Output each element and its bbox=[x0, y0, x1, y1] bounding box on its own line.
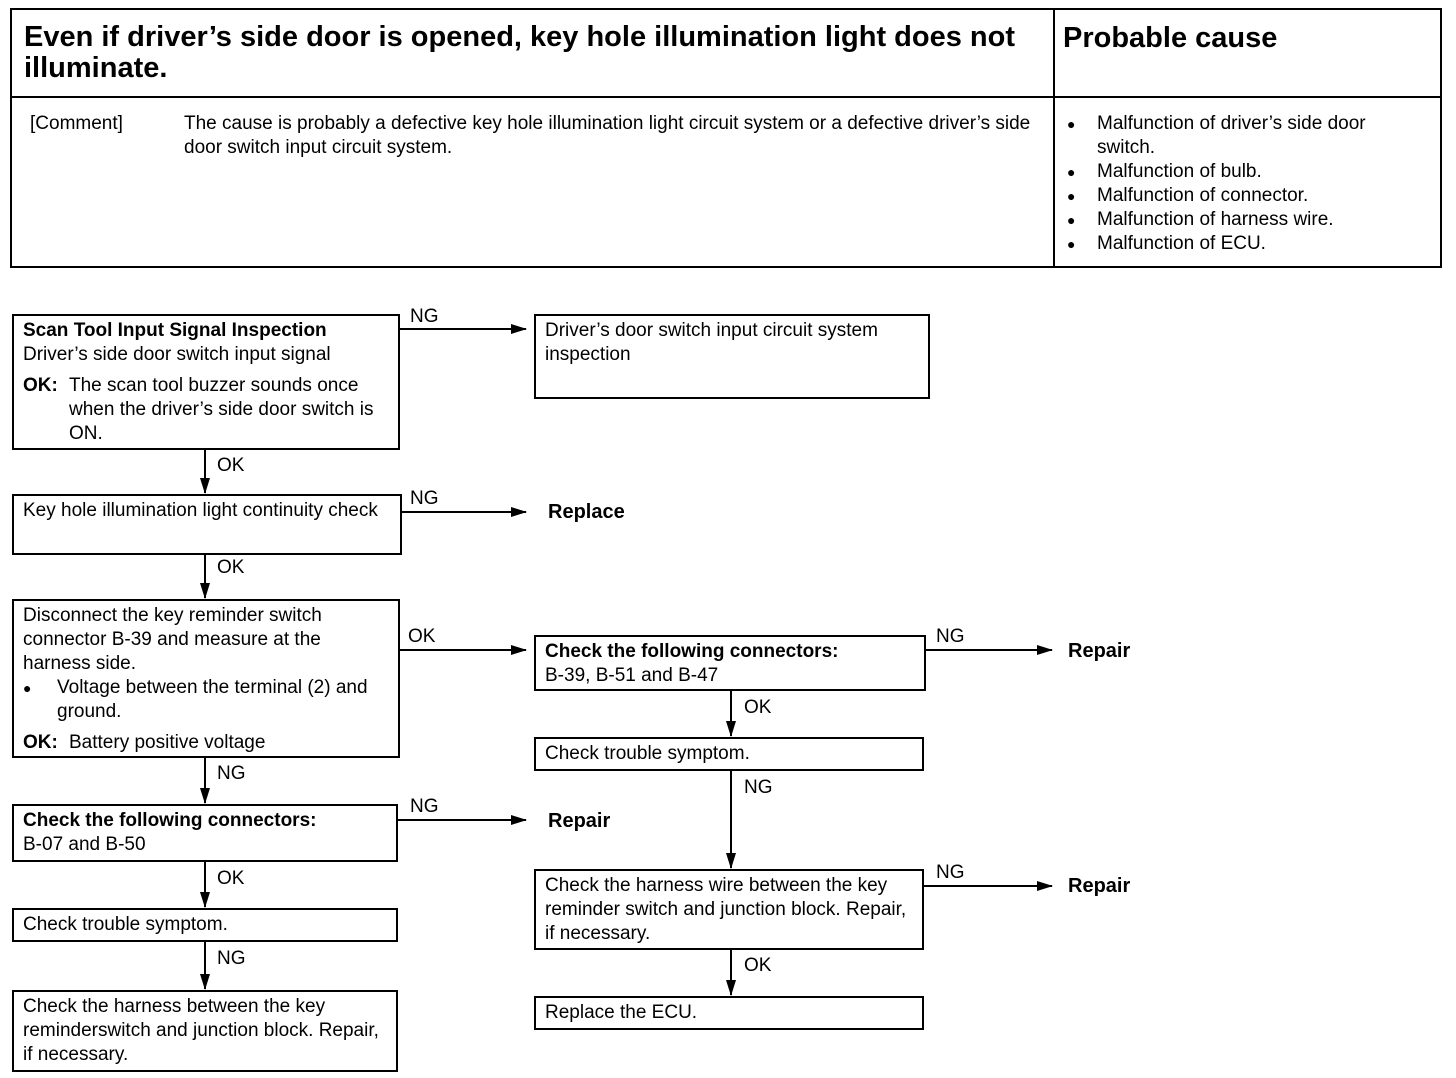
label-ng: NG bbox=[410, 306, 439, 327]
step-check-connectors-left bbox=[12, 804, 398, 862]
right1-text: B-39, B-51 and B-47 bbox=[545, 665, 719, 686]
label-ng: NG bbox=[217, 763, 246, 784]
result-repair-right1: Repair bbox=[1068, 640, 1131, 662]
comment-text: The cause is probably a defective key hole illumination light circuit system or a defective driver’s side door switch input circuit system. bbox=[184, 113, 1031, 158]
step3-ok-text: Battery positive voltage bbox=[69, 732, 266, 753]
label-ok: OK bbox=[217, 557, 245, 578]
step3-ok-key: OK: bbox=[23, 732, 58, 753]
bullet-icon: ● bbox=[23, 680, 32, 696]
result-repair-right3: Repair bbox=[1068, 875, 1131, 897]
step3-bullet: Voltage between the terminal (2) and ground. bbox=[57, 677, 368, 722]
label-ng: NG bbox=[410, 488, 439, 509]
step-check-harness-right: Check the harness wire between the key reminder switch and junction block. Repair, if necessary. bbox=[534, 869, 924, 950]
page-title: Even if driver’s side door is opened, key hole illumination light does not illuminate. bbox=[12, 10, 1055, 98]
step-continuity-check: Key hole illumination light continuity check bbox=[12, 494, 402, 555]
label-ng: NG bbox=[936, 626, 965, 647]
step1-subtitle: Driver’s side door switch input signal bbox=[23, 344, 331, 365]
label-ok: OK bbox=[217, 868, 245, 889]
step-measure-harness bbox=[12, 599, 400, 758]
step1-ok-text: The scan tool buzzer sounds once when the driver’s side door switch is ON. bbox=[69, 375, 374, 444]
result-repair-left: Repair bbox=[548, 810, 611, 832]
label-ok: OK bbox=[217, 455, 245, 476]
comment-label: [Comment] bbox=[30, 113, 123, 134]
label-ng: NG bbox=[217, 948, 246, 969]
right1-title: Check the following connectors: bbox=[545, 641, 839, 662]
cause-item: ● Malfunction of driver’s side door switch. bbox=[1063, 112, 1428, 160]
step-check-connectors-right bbox=[534, 635, 926, 691]
label-ng: NG bbox=[936, 862, 965, 883]
label-ok: OK bbox=[408, 626, 436, 647]
label-ng: NG bbox=[410, 796, 439, 817]
cause-item: ● Malfunction of bulb. bbox=[1063, 160, 1428, 184]
result-replace: Replace bbox=[548, 501, 625, 523]
result-door-switch-inspection: Driver’s door switch input circuit system inspection bbox=[534, 314, 930, 399]
step3-text: Disconnect the key reminder switch connector B-39 and measure at the harness side. bbox=[23, 605, 322, 674]
label-ok: OK bbox=[744, 955, 772, 976]
step-check-symptom-right: Check trouble symptom. bbox=[534, 737, 924, 771]
cause-item: ● Malfunction of connector. bbox=[1063, 184, 1428, 208]
step4-title: Check the following connectors: bbox=[23, 810, 317, 831]
label-ok: OK bbox=[744, 697, 772, 718]
step-scan-tool-inspection bbox=[12, 314, 400, 450]
probable-cause-heading: Probable cause bbox=[1055, 10, 1440, 98]
step-replace-ecu: Replace the ECU. bbox=[534, 996, 924, 1030]
label-ng: NG bbox=[744, 777, 773, 798]
step1-title: Scan Tool Input Signal Inspection bbox=[23, 320, 327, 341]
step-check-symptom-left: Check trouble symptom. bbox=[12, 908, 398, 942]
cause-item: ● Malfunction of harness wire. bbox=[1063, 208, 1428, 232]
step-check-harness-left: Check the harness between the key reminderswitch and junction block. Repair, if necessary. bbox=[12, 990, 398, 1072]
step4-text: B-07 and B-50 bbox=[23, 834, 146, 855]
step1-ok-key: OK: bbox=[23, 375, 58, 396]
cause-item: ● Malfunction of ECU. bbox=[1063, 232, 1428, 256]
